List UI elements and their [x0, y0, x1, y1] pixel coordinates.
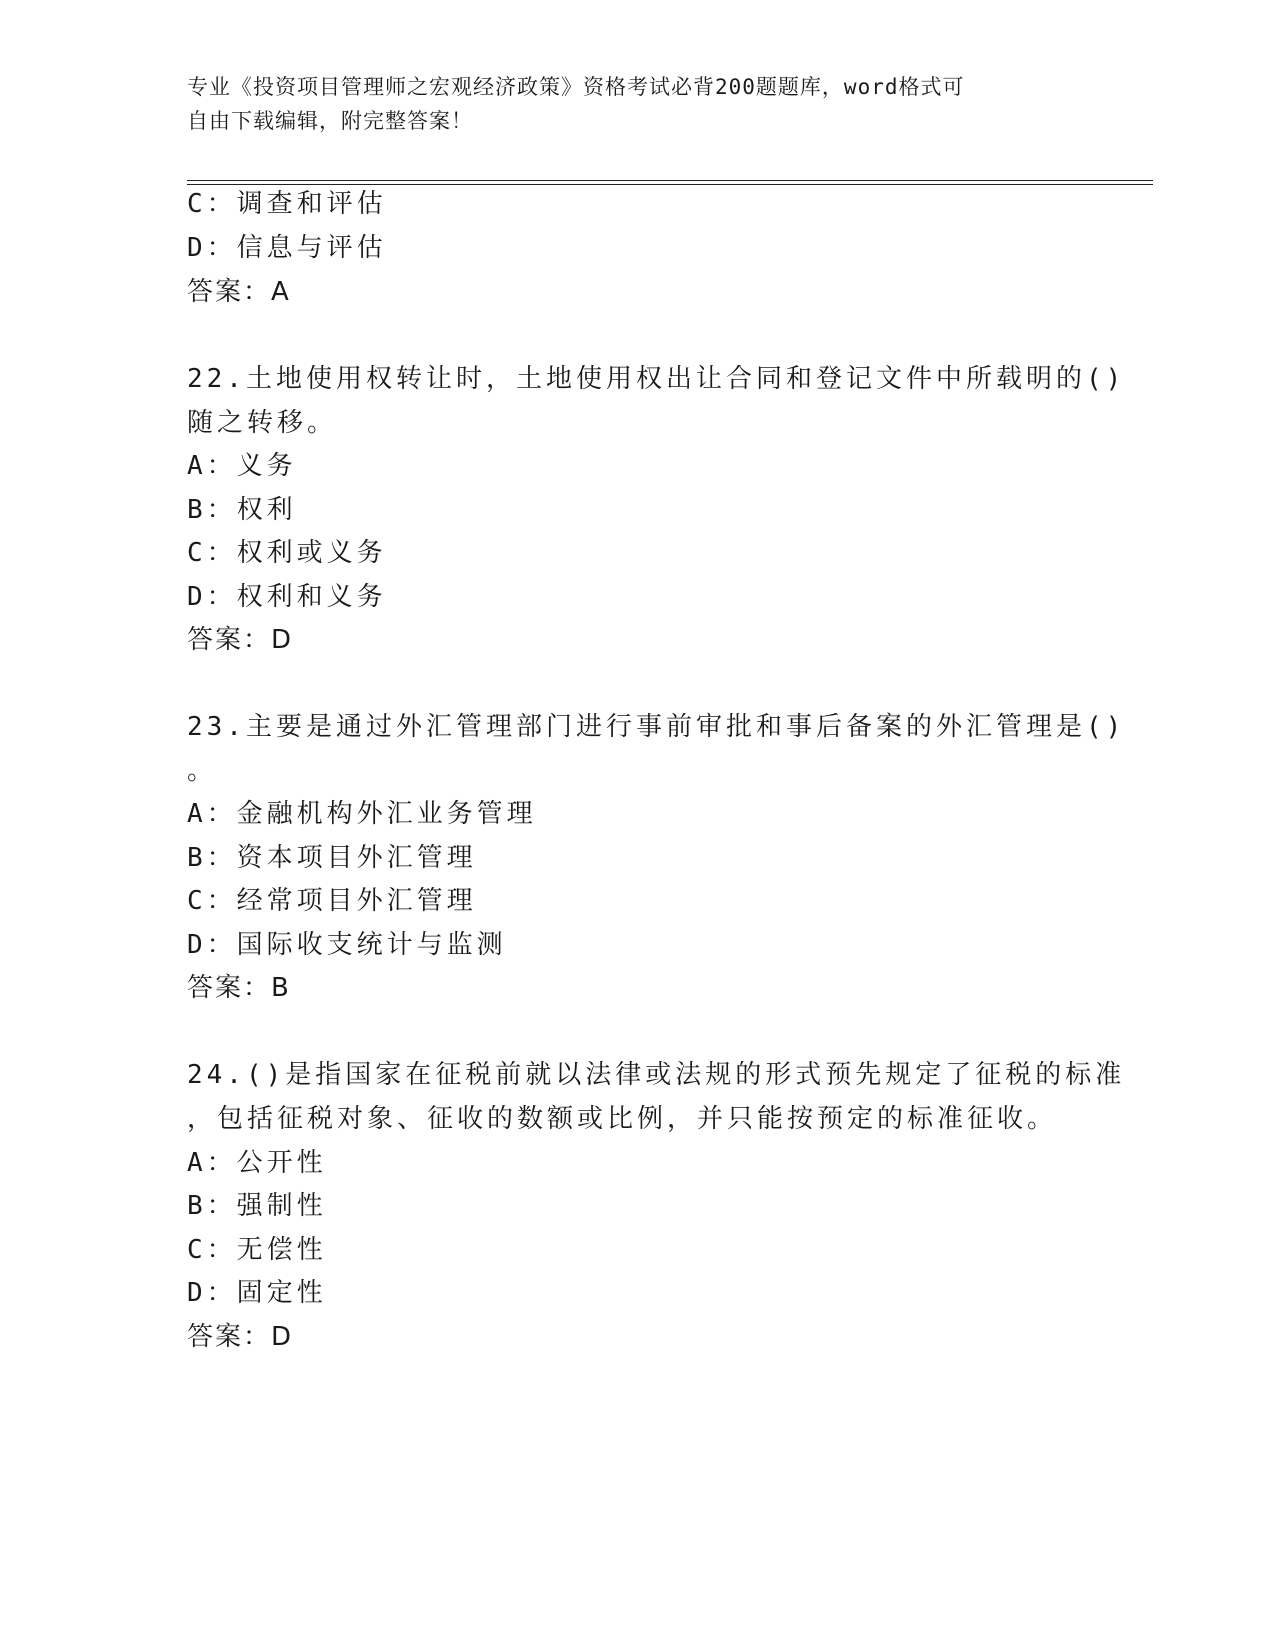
q22-option-b: B：权利 — [187, 495, 297, 525]
q23-option-d: D：国际收支统计与监测 — [187, 930, 507, 960]
q24-option-b: B：强制性 — [187, 1191, 327, 1221]
q22-option-d: D：权利和义务 — [187, 582, 387, 612]
q22-option-c: C：权利或义务 — [187, 538, 387, 568]
q22-answer: 答案：D — [187, 625, 294, 655]
q23-answer: 答案：B — [187, 973, 291, 1003]
q24-answer: 答案：D — [187, 1322, 294, 1352]
q22-stem-line-1: 22.土地使用权转让时，土地使用权出让合同和登记文件中所载明的() — [187, 364, 1126, 394]
document-header — [187, 70, 1067, 138]
q24-option-a: A：公开性 — [187, 1148, 327, 1178]
prev-option-d: D：信息与评估 — [187, 233, 387, 263]
prev-answer: 答案：A — [187, 277, 291, 307]
header-line-2: 自由下载编辑，附完整答案！ — [187, 109, 473, 133]
q23-stem-line-1: 23.主要是通过外汇管理部门进行事前审批和事后备案的外汇管理是() — [187, 712, 1126, 742]
q23-option-b: B：资本项目外汇管理 — [187, 843, 477, 873]
q23-option-a: A：金融机构外汇业务管理 — [187, 799, 537, 829]
q24-option-d: D：固定性 — [187, 1278, 327, 1308]
prev-option-c: C：调查和评估 — [187, 189, 387, 219]
q23-stem-line-2: 。 — [187, 756, 218, 786]
q22-option-a: A：义务 — [187, 451, 297, 481]
header-divider-top — [187, 180, 1153, 181]
q24-stem-line-1: 24.()是指国家在征税前就以法律或法规的形式预先规定了征税的标准 — [187, 1060, 1126, 1090]
q22-stem-line-2: 随之转移。 — [187, 408, 338, 438]
q23-option-c: C：经常项目外汇管理 — [187, 886, 477, 916]
header-line-1: 专业《投资项目管理师之宏观经济政策》资格考试必背200题题库，word格式可 — [187, 75, 965, 99]
header-divider-bottom — [187, 184, 1153, 185]
q24-option-c: C：无偿性 — [187, 1235, 327, 1265]
q24-stem-line-2: ，包括征税对象、征收的数额或比例，并只能按预定的标准征收。 — [187, 1104, 1058, 1134]
